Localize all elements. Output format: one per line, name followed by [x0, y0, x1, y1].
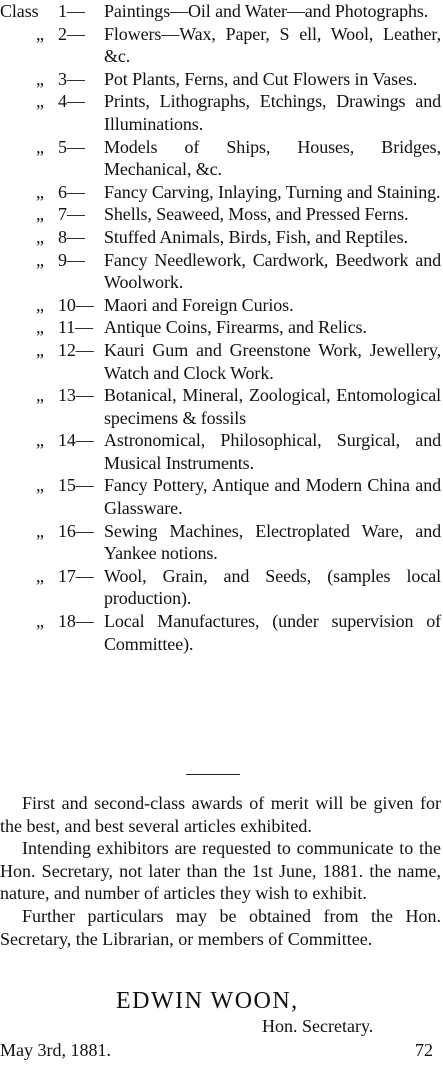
class-description: Stuffed Animals, Birds, Fish, and Reptiles.	[104, 226, 408, 247]
ditto-mark: „	[36, 23, 44, 44]
section-divider	[186, 774, 240, 775]
class-number: 4—	[58, 91, 85, 112]
class-description: Local Manufactures, (under supervision of Committee).	[104, 611, 441, 654]
class-description: Models of Ships, Houses, Bridges, Mechanical, &c.	[104, 136, 441, 180]
class-heading: Class	[0, 1, 39, 21]
class-description: Botanical, Mineral, Zoological, Entomological specimens & fossils	[104, 385, 441, 428]
class-number: 8—	[58, 226, 85, 247]
class-entry	[0, 90, 443, 135]
class-entry	[0, 520, 443, 565]
ditto-mark: „	[36, 317, 44, 338]
class-entry	[0, 249, 443, 294]
class-description: Sewing Machines, Electroplated Ware, and Yankee notions.	[104, 520, 441, 564]
class-description: Fancy Carving, Inlaying, Turning and Staining.	[104, 181, 441, 202]
class-description: Antique Coins, Firearms, and Relics.	[104, 317, 367, 338]
class-number: 6—	[58, 181, 85, 202]
class-entry	[0, 203, 443, 226]
ditto-mark: „	[36, 430, 44, 451]
signatory-name: EDWIN WOON,	[116, 988, 299, 1014]
class-entry	[0, 474, 443, 519]
class-description: Kauri Gum and Greenstone Work, Jewellery, Watch and Clock Work.	[104, 339, 441, 383]
ditto-mark: „	[36, 68, 44, 89]
signatory-title: Hon. Secretary.	[262, 1016, 374, 1036]
note-awards: First and second-class awards of merit will be given for the best, and best several articles exhibited.	[0, 793, 441, 836]
class-description: Prints, Lithographs, Etchings, Drawings and Illuminations.	[104, 91, 441, 134]
class-number: 16—	[58, 520, 94, 541]
ditto-mark: „	[36, 249, 44, 270]
page-number: 72	[415, 1040, 433, 1060]
class-entry	[0, 181, 443, 204]
ditto-mark: „	[36, 181, 44, 202]
notes-section	[0, 792, 441, 950]
class-number: 11—	[58, 317, 94, 338]
class-entry	[0, 316, 443, 339]
ditto-mark: „	[36, 294, 44, 315]
note-intending-exhibitors: Intending exhibitors are requested to communicate to the Hon. Secretary, not later than the 1st June, 1881. the name, nature, and number of articles they wish to exhibit.	[0, 838, 441, 904]
class-description: Maori and Foreign Curios.	[104, 294, 294, 315]
class-entry	[0, 384, 443, 429]
class-entry	[0, 339, 443, 384]
class-entry	[0, 136, 443, 181]
class-description: Flowers—Wax, Paper, S ell, Wool, Leather, &c.	[104, 23, 441, 67]
class-number: 17—	[58, 565, 94, 586]
class-description: Shells, Seaweed, Moss, and Pressed Ferns.	[104, 204, 409, 225]
ditto-mark: „	[36, 385, 44, 406]
class-description: Fancy Needlework, Cardwork, Beedwork and Woolwork.	[104, 249, 441, 293]
class-number: 7—	[58, 204, 85, 225]
class-number: 18—	[58, 611, 94, 632]
ditto-mark: „	[36, 136, 44, 157]
ditto-mark: „	[36, 520, 44, 541]
ditto-mark: „	[36, 475, 44, 496]
class-number: 3—	[58, 68, 85, 89]
class-entry	[0, 294, 443, 317]
class-entry	[0, 226, 443, 249]
class-description: Pot Plants, Ferns, and Cut Flowers in Vases.	[104, 68, 418, 89]
class-number: 12—	[58, 339, 94, 360]
ditto-mark: „	[36, 91, 44, 112]
ditto-mark: „	[36, 565, 44, 586]
class-number: 1—	[58, 1, 85, 21]
class-number: 14—	[58, 430, 94, 451]
class-number: 15—	[58, 475, 94, 496]
class-number: 10—	[58, 294, 94, 315]
class-number: 9—	[58, 249, 85, 270]
class-description: Paintings—Oil and Water—and Photographs.	[104, 1, 429, 21]
ditto-mark: „	[36, 339, 44, 360]
notice-date: May 3rd, 1881.	[0, 1040, 111, 1060]
class-entry	[0, 23, 443, 68]
class-entry	[0, 565, 443, 610]
class-entry	[0, 610, 443, 655]
class-entry	[0, 429, 443, 474]
class-entry	[0, 68, 443, 91]
class-description: Wool, Grain, and Seeds, (samples local production).	[104, 565, 441, 609]
class-number: 5—	[58, 136, 85, 157]
ditto-mark: „	[36, 611, 44, 632]
class-number: 2—	[58, 23, 85, 44]
ditto-mark: „	[36, 226, 44, 247]
class-description: Astronomical, Philosophical, Surgical, and Musical Instruments.	[104, 430, 441, 473]
class-entry	[0, 0, 443, 23]
ditto-mark: „	[36, 204, 44, 225]
class-number: 13—	[58, 385, 94, 406]
class-description: Fancy Pottery, Antique and Modern China and Glassware.	[104, 475, 441, 519]
note-further-particulars: Further particulars may be obtained from the Hon. Secretary, the Librarian, or members of Committee.	[0, 905, 441, 949]
